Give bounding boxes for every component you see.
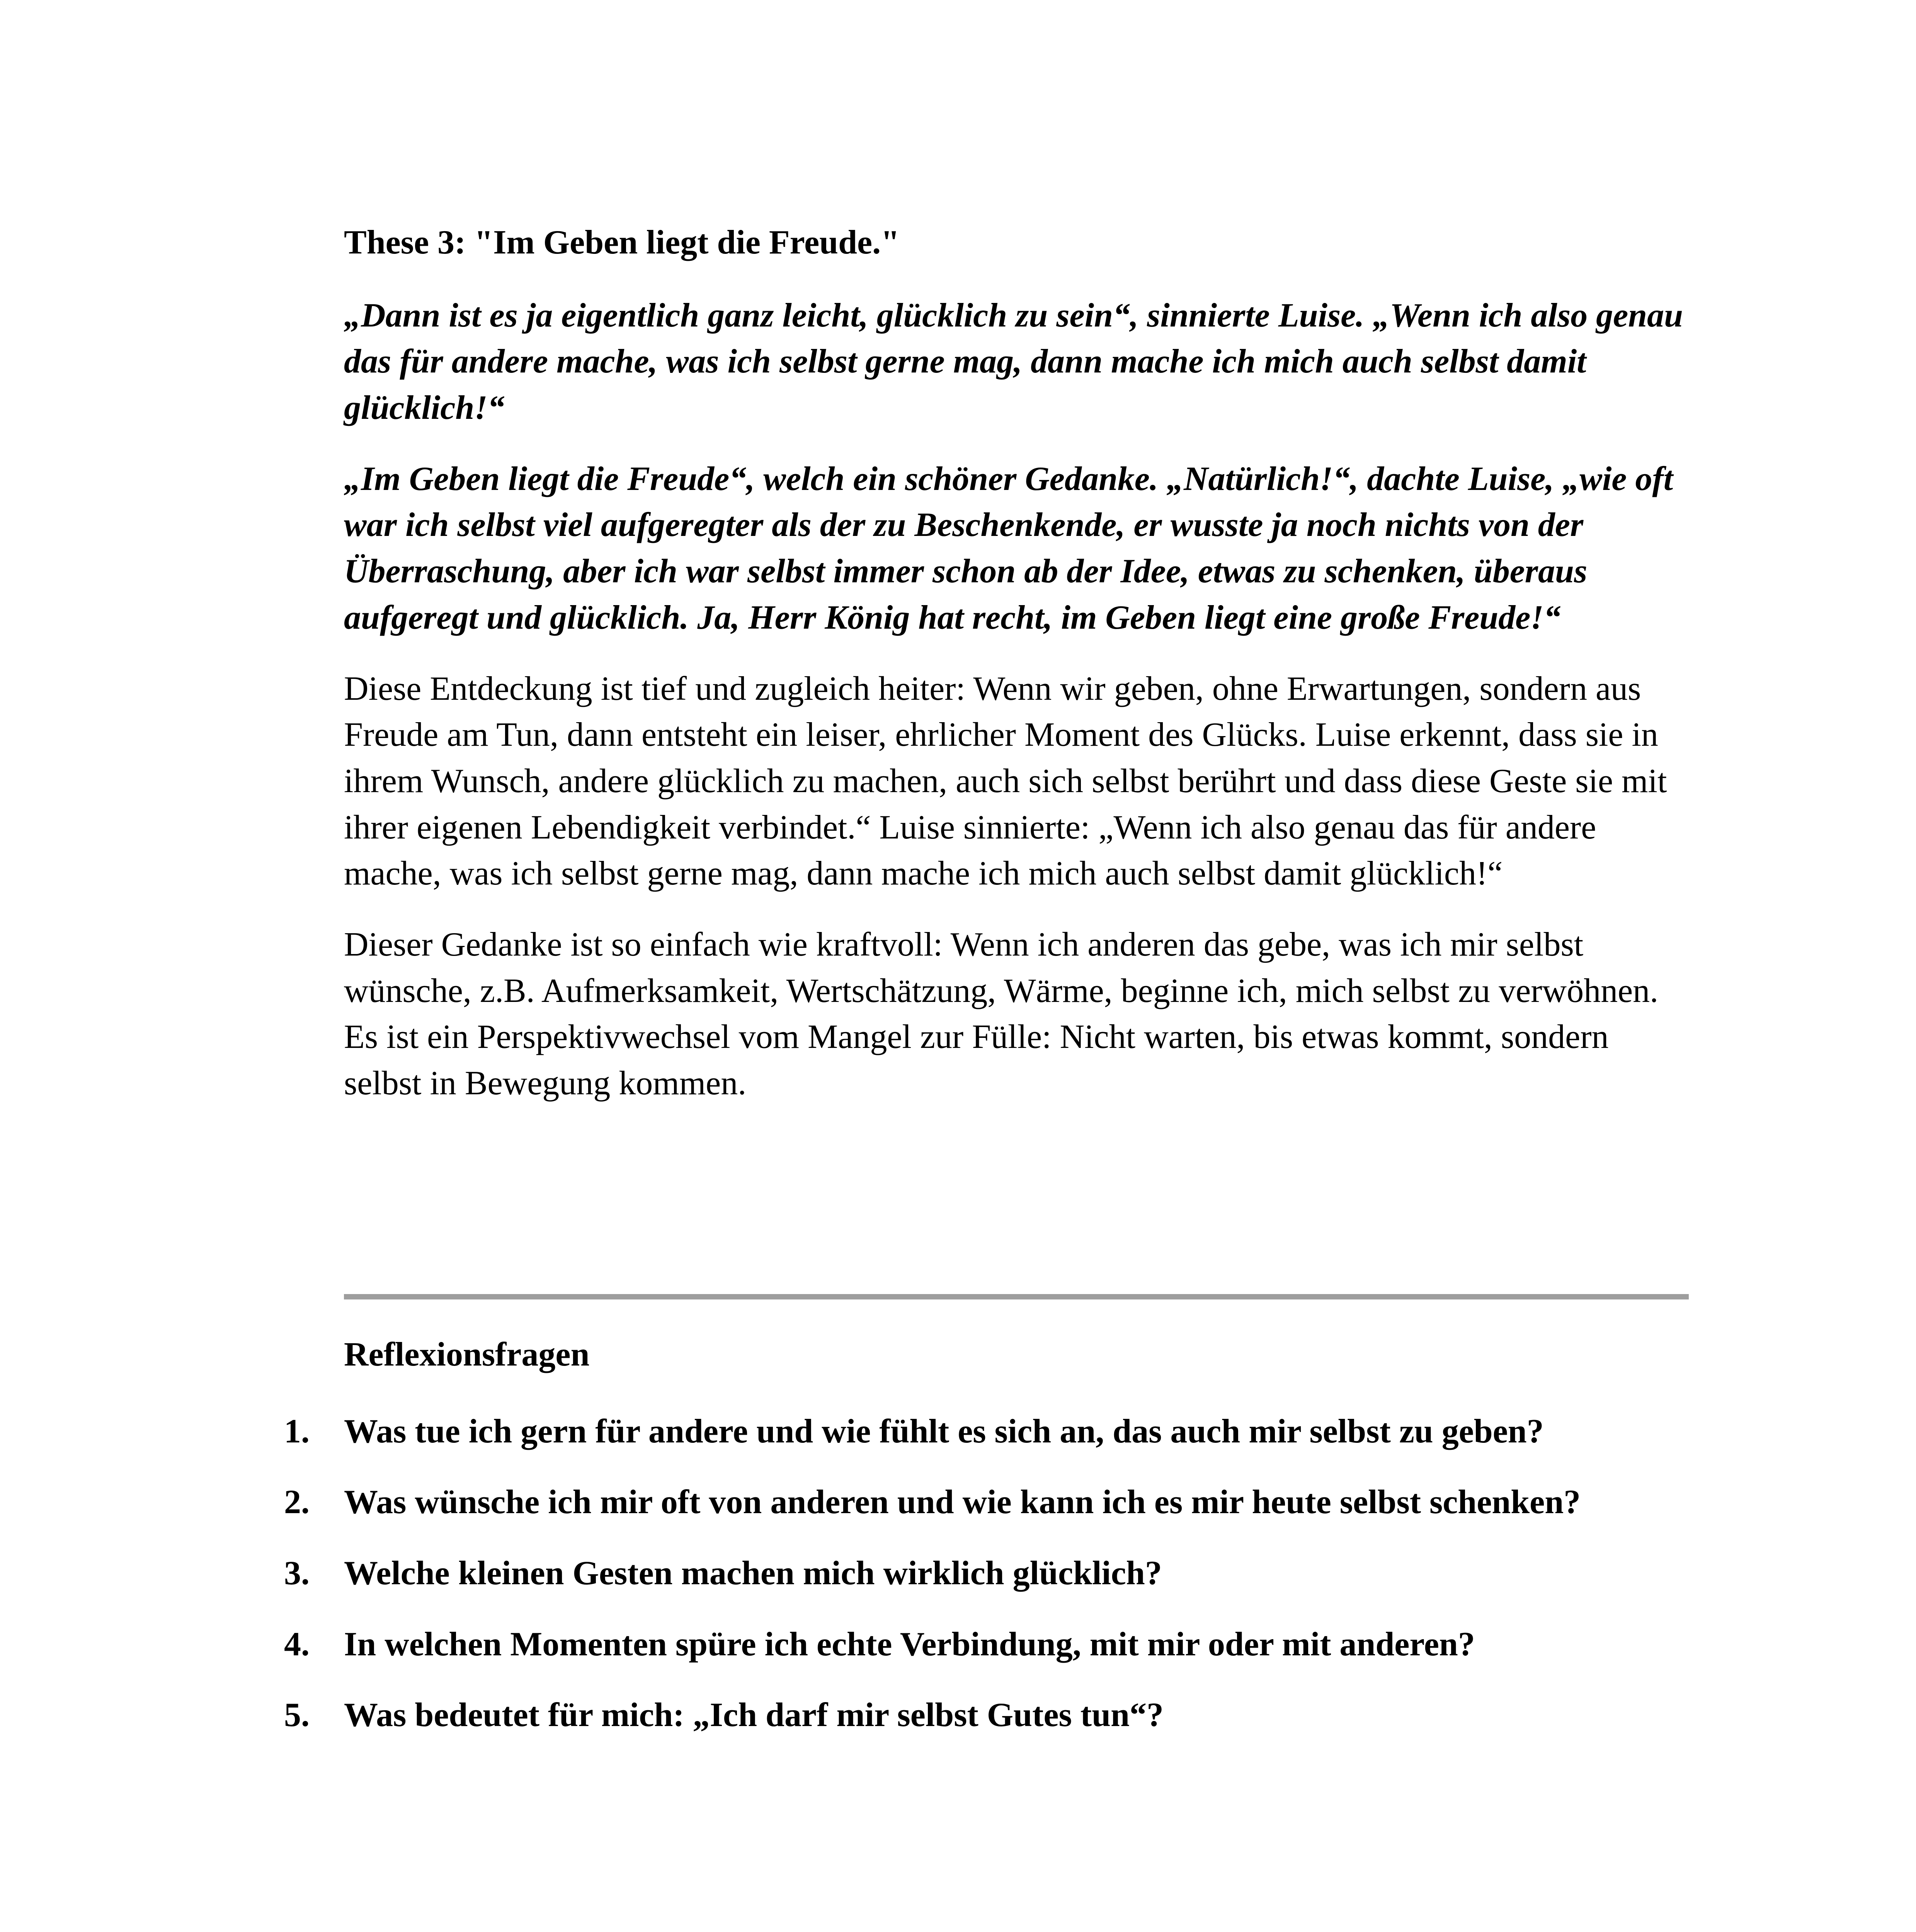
question-text: In welchen Momenten spüre ich echte Verbindung, mit mir oder mit anderen? <box>344 1625 1475 1663</box>
question-number: 2. <box>284 1483 310 1521</box>
question-text: Welche kleinen Gesten machen mich wirklich glücklich? <box>344 1554 1162 1592</box>
thesis-section <box>344 224 1689 1131</box>
reflection-heading: Reflexionsfragen <box>344 1336 590 1373</box>
question-number: 4. <box>284 1625 310 1663</box>
body-paragraph: Diese Entdeckung ist tief und zugleich heiter: Wenn wir geben, ohne Erwartungen, sondern aus Freude am Tun, dann entsteht ein leiser, ehrlicher Moment des Glücks. Luise erkennt, dass sie in ihrem Wunsch, andere glücklich zu machen, auch sich selbst berührt und dass diese Geste sie mit ihrer eigenen Lebendigkeit verbindet.“ Luise sinnierte: „Wenn ich also genau das für andere mache, was ich selbst gerne mag, dann mache ich mich auch selbst damit glücklich!“ <box>344 670 1667 893</box>
body-paragraph: Dieser Gedanke ist so einfach wie kraftvoll: Wenn ich anderen das gebe, was ich mir selbst wünsche, z.B. Aufmerksamkeit, Wertschätzung, Wärme, beginne ich, mich selbst zu verwöhnen. Es ist ein Perspektivwechsel vom Mangel zur Fülle: Nicht warten, bis etwas kommt, sondern selbst in Bewegung kommen. <box>344 925 1659 1102</box>
question-text: Was wünsche ich mir oft von anderen und wie kann ich es mir heute selbst schenken? <box>344 1483 1581 1521</box>
question-item <box>284 1692 1689 1738</box>
question-item <box>284 1479 1689 1526</box>
question-item <box>284 1550 1689 1597</box>
question-text: Was tue ich gern für andere und wie fühlt es sich an, das auch mir selbst zu geben? <box>344 1412 1544 1450</box>
question-item <box>284 1621 1689 1668</box>
quote-paragraph: „Im Geben liegt die Freude“, welch ein schöner Gedanke. „Natürlich!“, dachte Luise, „wie oft war ich selbst viel aufgeregter als der zu Beschenkende, er wusste ja noch nichts von der Überraschung, aber ich war selbst immer schon ab der Idee, etwas zu schenken, überaus aufgeregt und glücklich. Ja, Herr König hat recht, im Geben liegt eine große Freude!“ <box>344 460 1673 636</box>
question-list <box>284 1408 1689 1738</box>
question-number: 5. <box>284 1696 310 1734</box>
question-item <box>284 1408 1689 1455</box>
quote-paragraph: „Dann ist es ja eigentlich ganz leicht, glücklich zu sein“, sinnierte Luise. „Wenn ich also genau das für andere mache, was ich selbst gerne mag, dann mache ich mich auch selbst damit glücklich!“ <box>344 296 1683 427</box>
question-number: 3. <box>284 1554 310 1592</box>
question-number: 1. <box>284 1412 310 1450</box>
reflection-section <box>284 1336 1689 1763</box>
question-text: Was bedeutet für mich: „Ich darf mir selbst Gutes tun“? <box>344 1696 1164 1734</box>
section-divider <box>344 1294 1689 1299</box>
thesis-title: These 3: "Im Geben liegt die Freude." <box>344 224 900 261</box>
